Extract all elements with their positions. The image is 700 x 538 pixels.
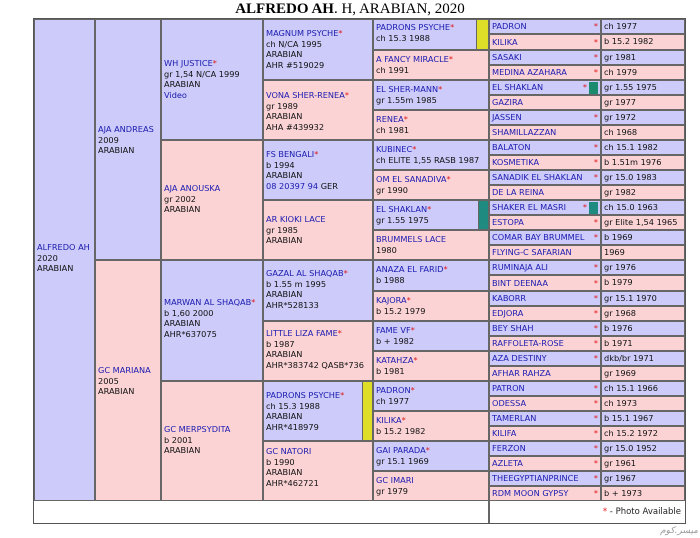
gen5-horse-16[interactable] [373,471,489,501]
horse-name[interactable]: EDJORA [492,308,524,319]
photo-star: * [593,142,598,153]
gen6-info-1: ch 1977 [601,19,685,34]
horse-name[interactable]: DE LA REINA [492,187,545,198]
gen6-horse-7[interactable] [489,110,601,125]
horse-detail: b 1994 [266,159,295,170]
gen6-horse-23[interactable] [489,351,601,366]
horse-name[interactable]: EL SHER-MANN [376,84,439,94]
gen6-info-25: ch 15.1 1966 [601,381,685,396]
horse-detail: ch 1991 [376,64,410,75]
horse-detail: gr 1979 [376,485,409,496]
horse-detail: b 15.2 1982 [376,425,426,436]
gen6-horse-17[interactable] [489,260,601,275]
gen6-info-27: b 15.1 1967 [601,411,685,426]
photo-star: * [582,82,587,93]
gen6-info-26: ch 1973 [601,396,685,411]
horse-name[interactable]: A FANCY MIRACLE [376,54,449,64]
gen6-info-31: gr 1967 [601,471,685,486]
photo-legend [488,501,685,523]
photo-star: * [412,144,417,154]
horse-detail: AHR*462721 [266,477,319,488]
gen6-horse-24[interactable] [489,366,601,381]
gen5-horse-7[interactable] [373,200,489,230]
gen6-info-14: gr Elite 1,54 1965 [601,215,685,230]
gen5-horse-10[interactable] [373,291,489,321]
horse-detail: b 1981 [376,365,405,376]
horse-detail: gr 2002 [164,193,197,204]
horse-name[interactable]: ANAZA EL FARID [376,264,444,274]
horse-name[interactable]: BRUMMELS LACE [376,234,447,244]
photo-star: * [593,488,598,499]
horse-detail: ch 1977 [376,395,410,406]
horse-name[interactable]: TAMERLAN [492,413,537,424]
horse-name[interactable]: KILIKA [492,36,518,47]
gen4-horse-1[interactable] [263,19,373,80]
gen6-horse-12[interactable] [489,185,601,200]
horse-name[interactable]: AZA DESTINY [492,353,547,364]
gen6-horse-28[interactable] [489,426,601,441]
gen6-horse-4[interactable] [489,65,601,80]
gen6-info-19: gr 15.1 1970 [601,291,685,306]
photo-star: * [582,202,587,213]
gen6-horse-13[interactable] [489,200,601,215]
gen6-horse-31[interactable] [489,471,601,486]
gen6-info-23: dkb/br 1971 [601,351,685,366]
gen6-horse-5[interactable] [489,80,601,95]
horse-detail: AHR*418979 [266,421,319,432]
gen6-info-11: gr 15.0 1983 [601,170,685,185]
gen6-horse-21[interactable] [489,321,601,336]
horse-name[interactable]: KATAHZA [376,355,414,365]
horse-name[interactable]: SHAKER EL MASRI [492,202,567,213]
gen6-horse-18[interactable] [489,275,601,291]
horse-name[interactable]: PADRON [376,385,411,395]
horse-name[interactable]: FAME VF [376,325,411,335]
horse-detail: ARABIAN [266,467,303,478]
photo-star: * [593,428,598,439]
horse-detail: ARABIAN [266,111,303,122]
horse-detail: AHR*383742 QASB*736 [266,359,364,370]
gen6-info-24: gr 1969 [601,366,685,381]
horse-name[interactable]: SANADIK EL SHAKLAN [492,172,583,183]
horse-name[interactable]: SHAMILLAZZAN [492,127,557,138]
horse-detail: b 1.55 m 1995 [266,278,327,289]
title-description: . H, ARABIAN, 2020 [333,1,465,17]
gen6-info-10: b 1.51m 1976 [601,155,685,170]
horse-name[interactable]: BALATON [492,142,531,153]
horse-name[interactable]: FERZON [492,443,526,454]
horse-name[interactable]: KOSMETIKA [492,157,540,168]
horse-name[interactable]: GC NATORI [266,446,312,456]
gen6-horse-15[interactable] [489,230,601,245]
gen4-horse-5[interactable] [263,260,373,321]
photo-star: * [593,277,598,288]
gen5-horse-15[interactable] [373,441,489,471]
gen6-horse-10[interactable] [489,155,601,170]
photo-star: * [593,217,598,228]
photo-star: * [446,174,451,184]
gen5-horse-6[interactable] [373,170,489,200]
photo-star: * [593,413,598,424]
gen6-info-16: 1969 [601,245,685,260]
horse-name[interactable]: OM EL SANADIVA [376,174,447,184]
photo-star: * [344,90,349,100]
horse-name[interactable]: ALFREDO AH [37,242,90,252]
horse-name[interactable]: SASAKI [492,52,522,63]
gen6-info-9: ch 15.1 1982 [601,140,685,155]
horse-name[interactable]: MARWAN AL SHAQAB [164,297,252,307]
registration-link[interactable]: 08 20397 94 [266,180,319,191]
horse-name[interactable]: KAJORA [376,295,407,305]
horse-name[interactable]: GC MARIANA [98,365,151,375]
gen3-horse-3[interactable] [161,260,263,381]
horse-name[interactable]: PADRON [492,21,527,32]
photo-star: * [593,383,598,394]
photo-star: * [593,398,598,409]
photo-star: * [212,58,217,68]
horse-name[interactable]: FLYING-C SAFARIAN [492,247,572,258]
horse-detail: gr 1.55m 1985 [376,94,437,105]
photo-star: * [593,52,598,63]
photo-star: * [340,390,345,400]
horse-name[interactable]: AR KIOKI LACE [266,214,326,224]
green-marker [478,200,489,230]
horse-detail: AHR*637075 [164,328,217,339]
horse-name[interactable]: BEY SHAH [492,323,534,334]
gen6-horse-6[interactable] [489,95,601,110]
photo-star: * [413,355,418,365]
gen5-horse-2[interactable] [373,50,489,80]
gen6-horse-26[interactable] [489,396,601,411]
gen4-horse-4[interactable] [263,200,373,260]
gen6-info-13: ch 15.0 1963 [601,200,685,215]
horse-detail: b 1990 [266,456,295,467]
horse-name[interactable]: RUMINAJA ALI [492,262,548,273]
horse-name[interactable]: COMAR BAY BRUMMEL [492,232,585,243]
gen6-horse-22[interactable] [489,336,601,351]
horse-name[interactable]: AFHAR RAHZA [492,368,551,379]
video-link[interactable]: Video [164,89,187,100]
gen5-horse-14[interactable] [373,411,489,441]
photo-star: * [403,114,408,124]
photo-legend-text: - Photo Available [609,507,681,517]
photo-star: * [401,415,406,425]
horse-detail: ARABIAN [164,318,201,329]
photo-star: * [314,149,319,159]
photo-star: * [593,473,598,484]
gen6-info-20: gr 1968 [601,306,685,321]
gen5-horse-8[interactable] [373,230,489,260]
horse-detail: b + 1982 [376,335,415,346]
gen2-dam[interactable] [95,260,161,501]
gen4-horse-7[interactable] [263,381,373,441]
watermark: ميسر.كوم [660,526,698,536]
horse-name[interactable]: GAZIRA [492,97,523,108]
horse-detail: AHA #439932 [266,121,325,132]
horse-name[interactable]: JASSEN [492,112,522,123]
gen6-horse-8[interactable] [489,125,601,140]
gen6-horse-30[interactable] [489,456,601,471]
gen6-horse-9[interactable] [489,140,601,155]
gen6-info-12: gr 1982 [601,185,685,200]
gen3-horse-2[interactable] [161,140,263,260]
horse-name[interactable]: RDM MOON GYPSY [492,488,569,499]
horse-name[interactable]: EL SHAKLAN [376,204,428,214]
horse-detail: ARABIAN [266,289,303,300]
horse-detail: ch 15.3 1988 [266,400,320,411]
photo-star: * [406,295,411,305]
photo-star: * [338,28,343,38]
horse-detail: ch 15.3 1988 [376,32,430,43]
horse-detail: 2005 [98,375,119,386]
horse-name-title: ALFREDO AH [235,1,334,17]
gen6-info-6: gr 1977 [601,95,685,110]
photo-star: * [593,232,598,243]
gen1-horse[interactable] [34,19,95,501]
gen4-horse-2[interactable] [263,80,373,140]
gen6-horse-3[interactable] [489,50,601,65]
horse-name[interactable]: KABORR [492,293,527,304]
horse-detail: 1980 [376,244,397,255]
gen4-horse-3[interactable] [263,140,373,200]
horse-name[interactable]: MEDINA AZAHARA [492,67,567,78]
horse-name[interactable]: THEEGYPTIANPRINCE [492,473,579,484]
horse-name[interactable]: AZLETA [492,458,523,469]
horse-detail: 2020 [37,252,58,263]
gen2-sire[interactable] [95,19,161,260]
horse-detail: AHR*528133 [266,299,319,310]
photo-star: * [593,157,598,168]
horse-detail: AHR #519029 [266,59,325,70]
horse-detail: ARABIAN [266,349,303,360]
horse-name[interactable]: ESTOPA [492,217,524,228]
horse-detail: gr 15.1 1969 [376,455,429,466]
gen6-horse-32[interactable] [489,486,601,501]
horse-name[interactable]: RAFFOLETA-ROSE [492,338,564,349]
horse-name[interactable]: MAGNUM PSYCHE [266,28,339,38]
gen6-horse-14[interactable] [489,215,601,230]
gen5-horse-12[interactable] [373,351,489,381]
gen6-info-30: gr 1961 [601,456,685,471]
horse-detail: gr 1985 [266,224,299,235]
horse-name[interactable]: GC MERPSYDITA [164,424,231,434]
gen5-horse-9[interactable] [373,260,489,291]
horse-detail: ARABIAN [37,263,74,274]
horse-name[interactable]: AJA ANOUSKA [164,183,221,193]
yellow-marker [476,19,489,50]
photo-star: * [337,328,342,338]
horse-name[interactable]: GAI PARADA [376,445,426,455]
horse-name[interactable]: GAZAL AL SHAQAB [266,268,344,278]
photo-star: * [593,353,598,364]
horse-detail: gr 1990 [376,184,409,195]
gen6-info-28: ch 15.2 1972 [601,426,685,441]
photo-star: * [593,293,598,304]
gen6-info-3: gr 1981 [601,50,685,65]
photo-star: * [443,264,448,274]
photo-star: * [593,458,598,469]
green-marker [589,202,598,214]
horse-detail: ch ELITE 1,55 RASB 1987 [376,154,480,165]
gen6-horse-11[interactable] [489,170,601,185]
horse-detail: b 1988 [376,274,405,285]
photo-star: * [593,172,598,183]
horse-detail: ARABIAN [164,204,201,215]
gen5-horse-4[interactable] [373,110,489,140]
horse-name[interactable]: PADRONS PSYCHE [266,390,341,400]
gen4-horse-8[interactable] [263,441,373,501]
gen6-horse-1[interactable] [489,19,601,34]
gen6-info-2: b 15.2 1982 [601,34,685,50]
gen6-horse-16[interactable] [489,245,601,260]
gen6-horse-27[interactable] [489,411,601,426]
photo-star: * [427,204,432,214]
horse-detail: gr 1,54 N/CA 1999 [164,68,240,79]
gen4-horse-6[interactable] [263,321,373,381]
photo-star: * [602,507,608,517]
photo-star: * [593,112,598,123]
horse-name[interactable]: GC IMARI [376,475,414,485]
horse-name[interactable]: KILIKA [376,415,402,425]
horse-name[interactable]: KUBINEC [376,144,413,154]
photo-star: * [593,262,598,273]
gen5-horse-5[interactable] [373,140,489,170]
photo-star: * [593,21,598,32]
gen6-horse-29[interactable] [489,441,601,456]
horse-name[interactable]: PADRONS PSYCHE [376,22,451,32]
horse-detail: gr 1.55 1975 [376,214,429,225]
gen6-info-18: b 1979 [601,275,685,291]
gen6-info-17: gr 1976 [601,260,685,275]
gen6-horse-25[interactable] [489,381,601,396]
photo-star: * [593,36,598,47]
photo-star: * [438,84,443,94]
photo-star: * [593,443,598,454]
registration-suffix: GER [318,180,338,191]
gen6-info-8: ch 1968 [601,125,685,140]
gen6-info-4: ch 1979 [601,65,685,80]
horse-detail: ARABIAN [266,235,303,246]
photo-star: * [448,54,453,64]
horse-detail: 2009 [98,134,119,145]
horse-name[interactable]: ODESSA [492,398,527,409]
horse-name[interactable]: LITTLE LIZA FAME [266,328,338,338]
gen6-info-22: b 1971 [601,336,685,351]
horse-name[interactable]: FS BENGALI [266,149,315,159]
horse-name[interactable]: AJA ANDREAS [98,124,154,134]
pedigree-chart [33,18,686,524]
horse-detail: ARABIAN [98,386,135,397]
gen6-horse-2[interactable] [489,34,601,50]
horse-name[interactable]: RENEA [376,114,404,124]
horse-detail: b 1,60 2000 [164,307,214,318]
gen3-horse-1[interactable] [161,19,263,140]
horse-detail: ARABIAN [266,49,303,60]
horse-detail: b 2001 [164,434,193,445]
page-title [0,0,700,18]
horse-name[interactable]: KILIFA [492,428,517,439]
gen6-info-21: b 1976 [601,321,685,336]
gen3-horse-4[interactable] [161,381,263,501]
gen6-info-7: gr 1972 [601,110,685,125]
gen6-horse-19[interactable] [489,291,601,306]
gen5-horse-13[interactable] [373,381,489,411]
gen6-info-15: b 1969 [601,230,685,245]
gen6-info-32: b + 1973 [601,486,685,501]
horse-name[interactable]: BINT DEENAA [492,277,548,288]
horse-detail: ch 1981 [376,124,410,135]
photo-star: * [343,268,348,278]
horse-detail: ARABIAN [164,445,201,456]
horse-detail: b 1987 [266,338,295,349]
photo-star: * [410,385,415,395]
gen5-horse-11[interactable] [373,321,489,351]
photo-star: * [251,297,256,307]
gen5-horse-1[interactable] [373,19,489,50]
horse-name[interactable]: VONA SHER-RENEA [266,90,345,100]
photo-star: * [450,22,455,32]
horse-detail: ch N/CA 1995 [266,38,322,49]
photo-star: * [593,338,598,349]
gen6-horse-20[interactable] [489,306,601,321]
gen6-info-29: gr 15.0 1952 [601,441,685,456]
photo-star: * [593,67,598,78]
photo-star: * [410,325,415,335]
horse-detail: b 15.2 1979 [376,305,426,316]
horse-detail: ARABIAN [98,145,135,156]
photo-star: * [593,323,598,334]
horse-detail: ARABIAN [164,79,201,90]
photo-star: * [425,445,430,455]
yellow-marker [362,381,373,441]
gen6-info-5: gr 1.55 1975 [601,80,685,95]
horse-name[interactable]: EL SHAKLAN [492,82,544,93]
horse-detail: gr 1989 [266,100,299,111]
horse-detail: ARABIAN [266,170,303,181]
gen5-horse-3[interactable] [373,80,489,110]
horse-detail: ARABIAN [266,411,303,422]
horse-name[interactable]: PATRON [492,383,525,394]
green-marker [589,82,598,94]
horse-name[interactable]: WH JUSTICE [164,58,213,68]
photo-star: * [593,308,598,319]
